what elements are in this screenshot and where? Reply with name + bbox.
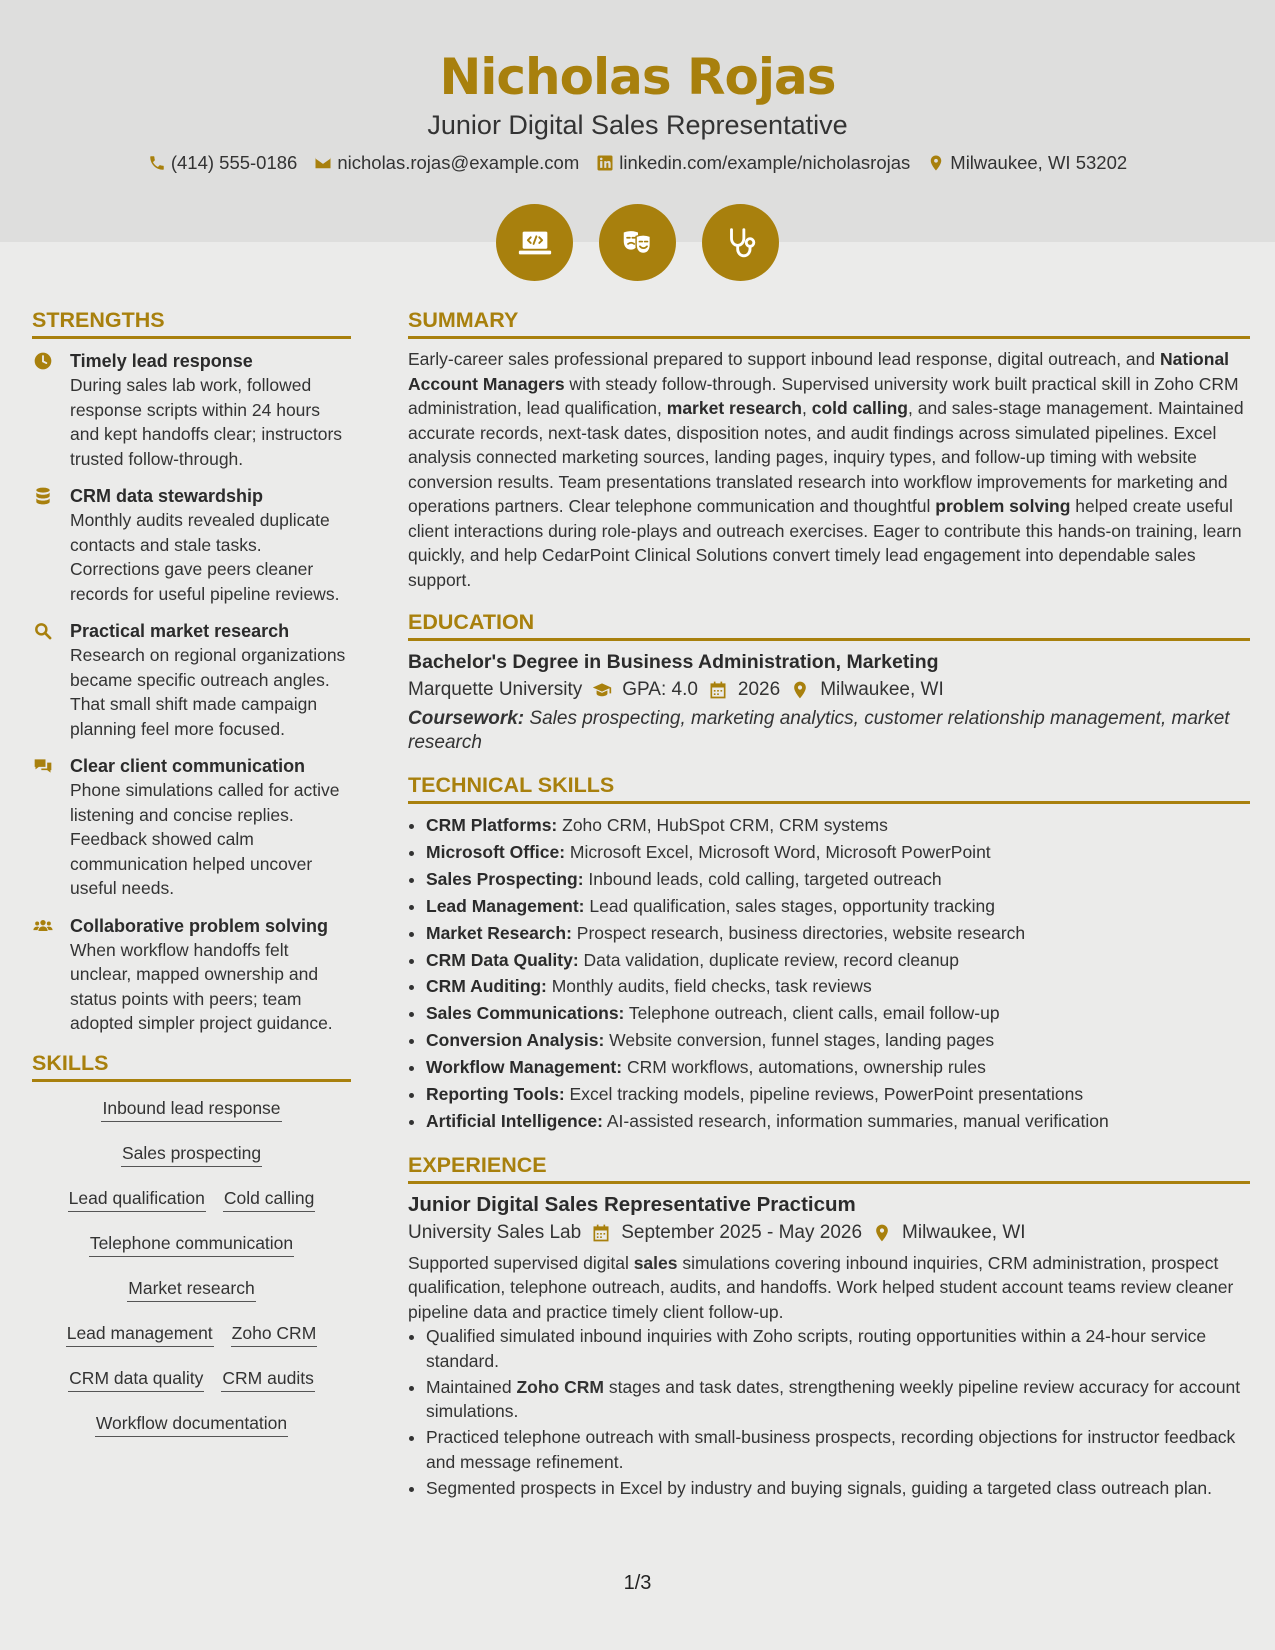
strength-desc: Monthly audits revealed duplicate contacts and stale tasks. Corrections gave peers cleaner records for useful pipeline reviews.: [70, 510, 340, 604]
list-item: • Microsoft Office: Microsoft Excel, Microsoft Word, Microsoft PowerPoint: [426, 839, 1250, 866]
strengths-list: [32, 349, 351, 1036]
linkedin-text: linkedin.com/example/nicholasrojas: [619, 152, 911, 173]
gpa: GPA: 4.0: [622, 679, 698, 700]
strength-desc: Research on regional organizations became specific outreach angles. That small shift made campaign planning feel more focused.: [70, 645, 346, 739]
calendar-icon: [708, 680, 728, 700]
database-icon: [32, 486, 54, 506]
strengths-heading: STRENGTHS: [32, 308, 351, 339]
skill-chip: Market research: [127, 1278, 255, 1302]
envelope-icon: [314, 154, 332, 172]
skill-chip: Zoho CRM: [231, 1323, 318, 1347]
list-item: • Qualified simulated inbound inquiries with Zoho scripts, routing opportunities within a 24-hour service standard.: [426, 1324, 1250, 1373]
technical-skills-list: [408, 812, 1250, 1135]
job-description: Supported supervised digital sales simulations covering inbound inquiries, CRM administration, prospect qualification, telephone outreach, audits, and handoffs. Work helped student account teams review cleaner pipeline data and practice timely client follow-up.: [408, 1252, 1234, 1322]
laptop-code-badge: [496, 204, 573, 281]
strength-title: Practical market research: [70, 621, 290, 641]
strength-title: Timely lead response: [70, 351, 253, 371]
strength-item: [32, 484, 351, 606]
candidate-name: Nicholas Rojas: [439, 48, 836, 106]
education-heading: EDUCATION: [408, 610, 1250, 641]
summary-heading: SUMMARY: [408, 308, 1250, 339]
strength-item: [32, 914, 351, 1036]
graduation-year: 2026: [737, 679, 781, 700]
stethoscope-badge: [702, 204, 779, 281]
map-marker-icon: [872, 1223, 892, 1243]
experience-bullets: [408, 1324, 1250, 1500]
candidate-role: Junior Digital Sales Representative: [427, 110, 848, 140]
skill-chip: Lead management: [66, 1323, 214, 1347]
left-column: [32, 308, 351, 1448]
list-item: • Practiced telephone outreach with small-business prospects, recording objections for instructor feedback and message refinement.: [426, 1425, 1250, 1474]
list-item: • Workflow Management: CRM workflows, automations, ownership rules: [426, 1054, 1250, 1081]
map-marker-icon: [790, 680, 810, 700]
list-item: • Lead Management: Lead qualification, sales stages, opportunity tracking: [426, 893, 1250, 920]
list-item: • Sales Communications: Telephone outreach, client calls, email follow-up: [426, 1000, 1250, 1027]
stethoscope-icon: [722, 224, 760, 262]
users-icon: [32, 916, 54, 936]
theater-masks-icon: [619, 224, 657, 262]
interest-badges: [0, 204, 1275, 281]
job-dates: September 2025 - May 2026: [621, 1221, 863, 1243]
organization: University Sales Lab: [408, 1221, 582, 1243]
comments-icon: [32, 756, 54, 776]
skill-chip: Telephone communication: [89, 1233, 294, 1257]
strength-item: [32, 619, 351, 741]
contact-phone[interactable]: [148, 152, 298, 174]
right-column: [408, 308, 1250, 1502]
job-title: Junior Digital Sales Representative Practicum: [408, 1192, 856, 1216]
summary-text: Early-career sales professional prepared to support inbound lead response, digital outreach, and National Account Managers with steady follow-through. Supervised university work built practical skill in Zoho CRM administration, lead qualification, market research, cold calling, and sales-stage management. Maintained accurate records, next-task dates, disposition notes, and audit findings across simulated pipelines. Excel analysis connected marketing sources, landing pages, inquiry types, and follow-up timing with website conversion results. Team presentations translated research into workflow improvements for marketing and operations partners. Clear telephone communication and thoughtful problem solving helped create useful client interactions during role-plays and outreach exercises. Eager to contribute this hands-on training, learn quickly, and help CedarPoint Clinical Solutions convert timely lead engagement into dependable sales support.: [408, 349, 1244, 590]
graduation-cap-icon: [592, 680, 612, 700]
list-item: • CRM Platforms: Zoho CRM, HubSpot CRM, CRM systems: [426, 812, 1250, 839]
degree-title: Bachelor's Degree in Business Administration, Marketing: [408, 651, 939, 673]
skills-chips: [32, 1088, 351, 1448]
list-item: • Artificial Intelligence: AI-assisted research, information summaries, manual verification: [426, 1108, 1250, 1135]
school-name: Marquette University: [408, 679, 583, 700]
experience-meta: [408, 1222, 1250, 1244]
list-item: • Reporting Tools: Excel tracking models, pipeline reviews, PowerPoint presentations: [426, 1081, 1250, 1108]
list-item: • Sales Prospecting: Inbound leads, cold calling, targeted outreach: [426, 866, 1250, 893]
calendar-icon: [591, 1223, 611, 1243]
experience-heading: EXPERIENCE: [408, 1153, 1250, 1184]
skill-chip: Workflow documentation: [95, 1413, 288, 1437]
skill-chip: Cold calling: [223, 1188, 315, 1212]
contact-row: [0, 152, 1275, 174]
list-item: • CRM Auditing: Monthly audits, field checks, task reviews: [426, 973, 1250, 1000]
list-item: • Conversion Analysis: Website conversion, funnel stages, landing pages: [426, 1027, 1250, 1054]
coursework: Coursework: Sales prospecting, marketing analytics, customer relationship management, market research: [408, 708, 1230, 753]
list-item: • Segmented prospects in Excel by industry and buying signals, guiding a targeted class outreach plan.: [426, 1476, 1250, 1501]
strength-title: Clear client communication: [70, 756, 306, 776]
strength-item: [32, 349, 351, 471]
strength-desc: Phone simulations called for active listening and concise replies. Feedback showed calm communication helped uncover useful needs.: [70, 780, 340, 898]
map-marker-icon: [927, 154, 945, 172]
laptop-code-icon: [516, 224, 554, 262]
phone-text: (414) 555-0186: [170, 152, 298, 173]
job-location: Milwaukee, WI: [902, 1221, 1026, 1243]
contact-linkedin[interactable]: [596, 152, 910, 174]
skill-chip: Sales prospecting: [121, 1143, 262, 1167]
skill-chip: CRM data quality: [68, 1368, 204, 1392]
list-item: • Maintained Zoho CRM stages and task dates, strengthening weekly pipeline review accuracy for account simulations.: [426, 1375, 1250, 1424]
contact-email[interactable]: [314, 152, 579, 174]
strength-title: Collaborative problem solving: [70, 915, 329, 936]
search-icon: [32, 621, 54, 641]
list-item: • Market Research: Prospect research, business directories, website research: [426, 920, 1250, 947]
strength-item: [32, 754, 351, 901]
page-number: 1/3: [623, 1572, 652, 1594]
list-item: • CRM Data Quality: Data validation, duplicate review, record cleanup: [426, 947, 1250, 974]
theater-masks-badge: [599, 204, 676, 281]
skill-chip: CRM audits: [221, 1368, 314, 1392]
clock-icon: [32, 351, 54, 371]
strength-desc: When workflow handoffs felt unclear, mapped ownership and status points with peers; team adopted simpler project guidance.: [70, 939, 333, 1033]
strength-desc: During sales lab work, followed response scripts within 24 hours and kept handoffs clear; instructors trusted follow-through.: [70, 375, 343, 469]
strength-title: CRM data stewardship: [70, 486, 264, 506]
contact-location: [927, 152, 1127, 174]
education-meta: [408, 679, 1250, 701]
skill-chip: Lead qualification: [68, 1188, 206, 1212]
phone-icon: [148, 154, 166, 172]
technical-skills-heading: TECHNICAL SKILLS: [408, 773, 1250, 804]
email-text: nicholas.rojas@example.com: [337, 152, 580, 173]
skills-heading: SKILLS: [32, 1051, 351, 1082]
location-text: Milwaukee, WI 53202: [950, 152, 1128, 173]
school-location: Milwaukee, WI: [820, 679, 944, 700]
linkedin-icon: [596, 154, 614, 172]
skill-chip: Inbound lead response: [101, 1098, 281, 1122]
